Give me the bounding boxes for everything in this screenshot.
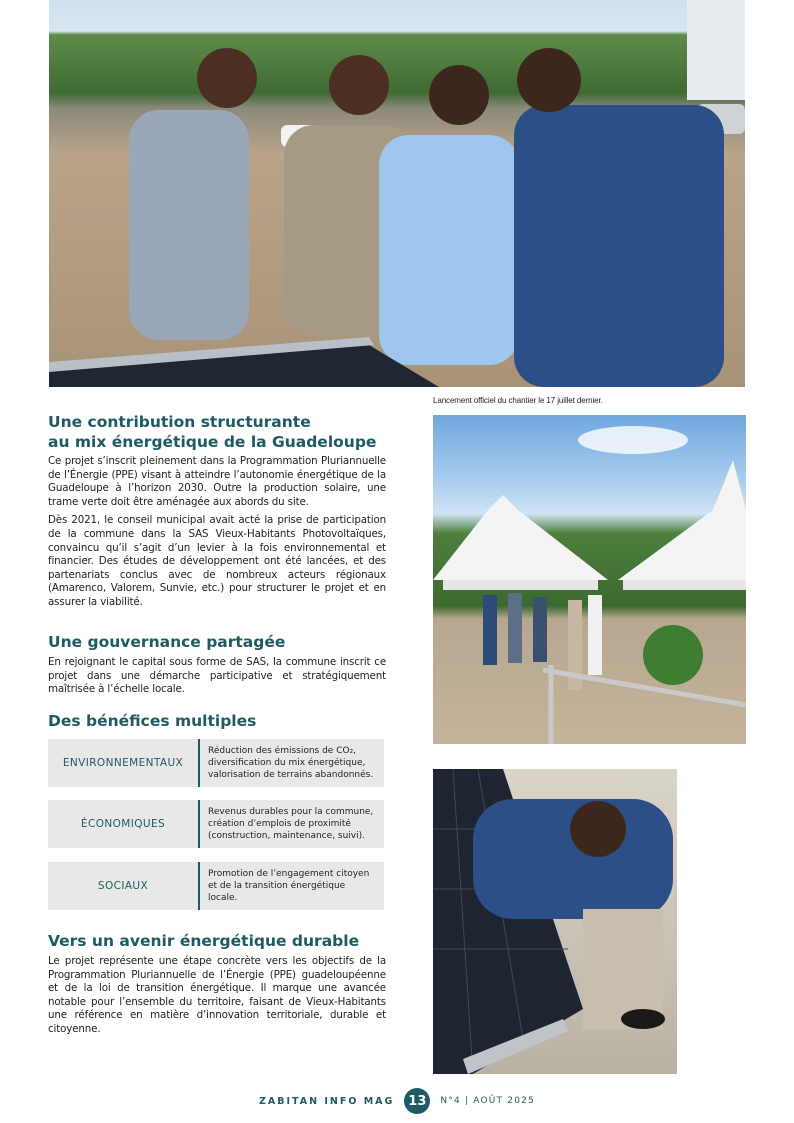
magazine-name: ZABITAN INFO MAG <box>259 1095 395 1107</box>
section-title-avenir: Vers un avenir énergétique durable <box>48 932 360 950</box>
photo-bottom-illustration <box>433 769 677 1074</box>
benefit-label: ENVIRONNEMENTAUX <box>48 739 200 787</box>
section-title-line1: Une contribution structurante <box>48 413 311 431</box>
photo-middle-illustration <box>433 415 746 744</box>
paragraph: En rejoignant le capital sous forme de SAS, la commune inscrit ce projet dans une démarche participative et stratégiquement maîtrisée à l’échelle locale. <box>48 656 386 696</box>
benefit-label: ÉCONOMIQUES <box>48 800 200 848</box>
benefit-row-environnement <box>48 739 384 787</box>
benefit-description: Promotion de l’engagement citoyen et de la transition énergétique locale. <box>208 869 370 903</box>
benefit-description: Réduction des émissions de CO₂, diversification du mix énergétique, valorisation de terrains abandonnés. <box>208 746 374 780</box>
paragraph: Ce projet s’inscrit pleinement dans la Programmation Pluriannuelle de l’Énergie (PPE) visant à atteindre l’autonomie énergétique de la Guadeloupe à l’horizon 2030. Outre la production solaire, une trame verte doit être aménagée aux abords du site. <box>48 455 386 508</box>
benefit-row-social <box>48 862 384 910</box>
photo-ceremony-group <box>49 0 745 387</box>
benefit-row-economie <box>48 800 384 848</box>
section-body-contribution <box>48 455 386 615</box>
photo-panel-installation <box>433 769 677 1074</box>
section-body-gouvernance <box>48 656 386 702</box>
section-title-line2: au mix énergétique de la Guadeloupe <box>48 433 377 451</box>
section-body-avenir <box>48 955 386 1042</box>
photo-top-illustration <box>49 0 745 387</box>
page-number-badge: 13 <box>404 1088 430 1114</box>
paragraph: Dès 2021, le conseil municipal avait acté la prise de participation de la commune dans la SAS Vieux-Habitants Photovoltaïques, convaincu qu’il s’agit d’un levier à la fois environnemental et financier. Des études de développement ont été lancées, et des partenariats conclus avec de nombreux acteurs régionaux (Amarenco, Valorem, Sunvie, etc.) pour structurer le projet et en assurer la viabilité. <box>48 514 386 608</box>
section-title-contribution <box>48 412 376 452</box>
section-title-gouvernance: Une gouvernance partagée <box>48 633 286 651</box>
issue-date: N°4 | AOÛT 2025 <box>440 1096 535 1106</box>
photo-caption: Lancement officiel du chantier le 17 juillet dernier. <box>433 396 603 405</box>
photo-tents-event <box>433 415 746 744</box>
benefit-description: Revenus durables pour la commune, création d’emplois de proximité (construction, maintenance, suivi). <box>208 807 374 841</box>
benefit-label: SOCIAUX <box>48 862 200 910</box>
section-title-benefices: Des bénéfices multiples <box>48 712 257 730</box>
page-footer <box>0 1088 794 1114</box>
paragraph: Le projet représente une étape concrète vers les objectifs de la Programmation Pluriannuelle de l’Énergie (PPE) guadeloupéenne et de la loi de transition énergétique. Il marque une avancée notable pour l’ensemble du territoire, faisant de Vieux-Habitants une référence en matière d’innovation territoriale, durable et citoyenne. <box>48 955 386 1035</box>
